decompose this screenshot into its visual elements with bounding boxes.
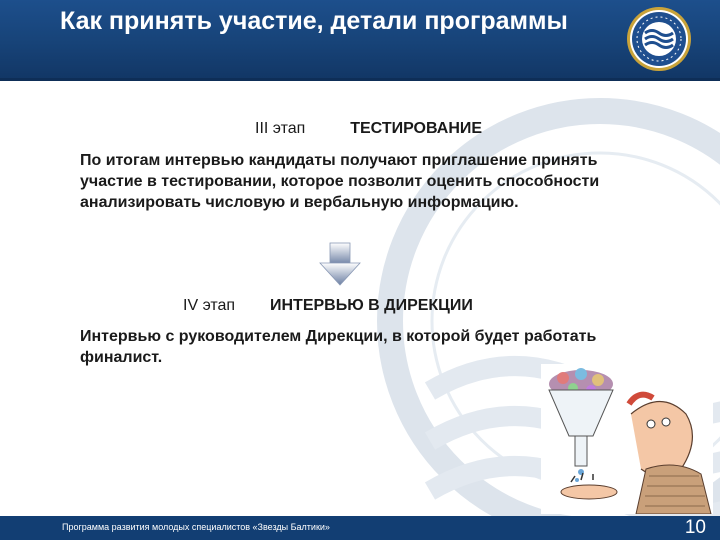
- stage3-description: По итогам интервью кандидаты получают приглашение принять участие в тестировании, которое позволит оценить способности анализировать числовую и вербальную информацию.: [80, 152, 600, 211]
- stage3-number: III этап: [255, 120, 306, 137]
- stage4-heading: [183, 297, 473, 315]
- stage4-name: ИНТЕРВЬЮ В ДИРЕКЦИИ: [270, 297, 473, 314]
- arrow-down-icon: [316, 241, 364, 289]
- cartoon-illustration: [541, 364, 713, 514]
- page-number: 10: [684, 517, 706, 538]
- stage3-heading: [255, 120, 482, 138]
- slide-header: [0, 0, 720, 78]
- slide-title: Как принять участие, детали программы: [60, 7, 568, 35]
- stage4-description: Интервью с руководителем Дирекции, в которой будет работать финалист.: [80, 328, 597, 366]
- slide-footer: [0, 516, 720, 540]
- stage3-name: ТЕСТИРОВАНИЕ: [350, 120, 483, 137]
- footer-program-name: Программа развития молодых специалистов «Звезды Балтики»: [62, 522, 330, 532]
- stage4-number: IV этап: [183, 297, 236, 314]
- company-logo: [626, 6, 692, 72]
